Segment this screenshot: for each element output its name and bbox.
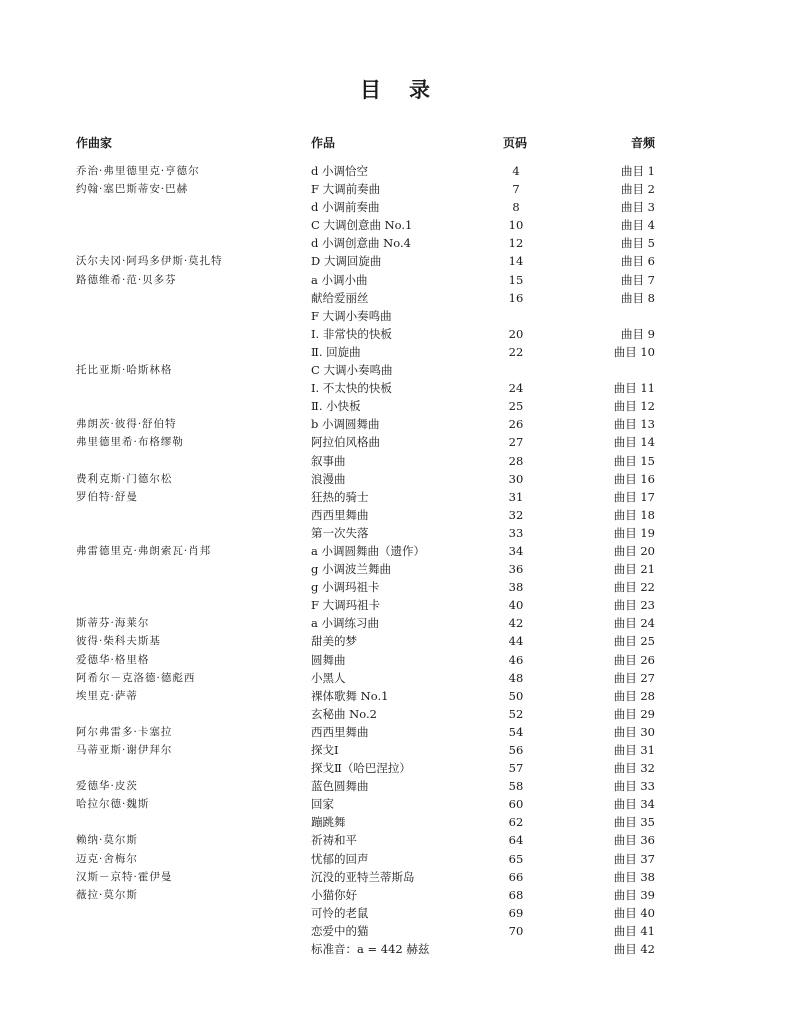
- work-cell: g 小调波兰舞曲: [311, 562, 392, 577]
- audio-track-cell: 曲目 6: [621, 254, 655, 269]
- work-cell: 第一次失落: [311, 525, 369, 540]
- composer-cell: 薇拉·莫尔斯: [76, 888, 138, 901]
- table-row: [0, 415, 790, 433]
- work-cell: 西西里舞曲: [311, 724, 369, 739]
- audio-track-cell: 曲目 21: [613, 562, 655, 577]
- work-cell: Ⅰ. 非常快的快板: [311, 326, 392, 341]
- composer-cell: 约翰·塞巴斯蒂安·巴赫: [76, 183, 189, 196]
- work-cell: F 大调前奏曲: [311, 182, 381, 197]
- audio-track-cell: 曲目 19: [613, 525, 655, 540]
- page-number-cell: 57: [508, 761, 524, 776]
- page-number-cell: 42: [508, 616, 524, 631]
- table-row: [0, 289, 790, 307]
- audio-track-cell: 曲目 2: [621, 182, 655, 197]
- audio-track-cell: 曲目 28: [613, 688, 655, 703]
- page-number-cell: 28: [508, 453, 524, 468]
- work-cell: 探戈Ⅱ（哈巴涅拉）: [311, 761, 411, 776]
- audio-track-cell: 曲目 30: [613, 724, 655, 739]
- table-row: [0, 307, 790, 325]
- composer-cell: 爱德华·格里格: [76, 653, 150, 666]
- audio-track-cell: 曲目 36: [613, 833, 655, 848]
- table-row: [0, 252, 790, 270]
- work-cell: 忧郁的回声: [311, 851, 369, 866]
- page-number-cell: 64: [508, 833, 524, 848]
- composer-cell: 爱德华·皮茨: [76, 780, 138, 793]
- table-row: [0, 578, 790, 596]
- work-cell: C 大调创意曲 No.1: [311, 218, 413, 233]
- work-cell: 裸体歌舞 No.1: [311, 688, 389, 703]
- audio-track-cell: 曲目 18: [613, 507, 655, 522]
- table-row: [0, 687, 790, 705]
- work-cell: 献给爱丽丝: [311, 290, 369, 305]
- audio-track-cell: 曲目 26: [613, 652, 655, 667]
- audio-track-cell: 曲目 8: [621, 290, 655, 305]
- page-number-cell: 31: [508, 489, 524, 504]
- work-cell: D 大调回旋曲: [311, 254, 382, 269]
- audio-track-cell: 曲目 25: [613, 634, 655, 649]
- composer-cell: 埃里克·萨蒂: [76, 689, 138, 702]
- work-cell: g 小调玛祖卡: [311, 580, 380, 595]
- column-header-audio: 音频: [630, 136, 655, 150]
- audio-track-cell: 曲目 14: [613, 435, 655, 450]
- audio-track-cell: 曲目 39: [613, 887, 655, 902]
- work-cell: 小黑人: [311, 670, 346, 685]
- audio-track-cell: 曲目 32: [613, 761, 655, 776]
- composer-cell: 弗雷德里克·弗朗索瓦·肖邦: [76, 544, 212, 557]
- page-title-char: 录: [409, 78, 430, 102]
- work-cell: 甜美的梦: [311, 634, 357, 649]
- work-cell: a 小调练习曲: [311, 616, 380, 631]
- audio-track-cell: 曲目 20: [613, 543, 655, 558]
- composer-cell: 赖纳·莫尔斯: [76, 834, 138, 847]
- audio-track-cell: 曲目 17: [613, 489, 655, 504]
- page-number-cell: 40: [508, 598, 524, 613]
- table-row: [0, 669, 790, 687]
- work-cell: 小猫你好: [311, 887, 357, 902]
- work-cell: 浪漫曲: [311, 471, 346, 486]
- page-number-cell: 44: [508, 634, 524, 649]
- composer-cell: 彼得·柴科夫斯基: [76, 635, 161, 648]
- page-number-cell: 58: [508, 779, 524, 794]
- composer-cell: 乔治·弗里德里克·亨德尔: [76, 165, 200, 177]
- page-number-cell: 24: [508, 381, 524, 396]
- page-number-cell: 60: [508, 797, 524, 812]
- table-row: [0, 452, 790, 470]
- composer-cell: 斯蒂芬·海莱尔: [76, 617, 150, 630]
- table-row: [0, 379, 790, 397]
- table-row: [0, 922, 790, 940]
- audio-track-cell: 曲目 31: [613, 743, 655, 757]
- composer-cell: 阿希尔－克洛德·德彪西: [76, 671, 196, 684]
- audio-track-cell: 曲目 10: [613, 344, 655, 359]
- table-row: [0, 632, 790, 650]
- table-row: [0, 759, 790, 777]
- table-row: [0, 506, 790, 524]
- audio-track-cell: 曲目 4: [621, 218, 655, 233]
- composer-cell: 迈克·舍梅尔: [76, 852, 138, 865]
- page-number-cell: 26: [508, 417, 524, 432]
- table-row: [0, 470, 790, 488]
- table-row: [0, 651, 790, 669]
- work-cell: 回家: [311, 797, 334, 812]
- table-row: [0, 325, 790, 343]
- work-cell: 狂热的骑士: [311, 489, 369, 504]
- work-cell: F 大调小奏鸣曲: [311, 308, 392, 323]
- page-number-cell: 4: [512, 164, 520, 178]
- audio-track-cell: 曲目 12: [613, 399, 655, 414]
- work-cell: 玄秘曲 No.2: [311, 706, 377, 721]
- audio-track-cell: 曲目 11: [613, 381, 655, 396]
- audio-track-cell: 曲目 24: [613, 616, 655, 631]
- table-row: [0, 180, 790, 198]
- table-row: [0, 886, 790, 904]
- page-number-cell: 46: [508, 652, 524, 667]
- page-title: [0, 74, 790, 104]
- work-cell: 西西里舞曲: [311, 507, 369, 522]
- page-number-cell: 14: [508, 254, 524, 269]
- table-row: [0, 397, 790, 415]
- page-number-cell: 62: [508, 815, 524, 830]
- work-cell: a 小调圆舞曲（遗作）: [311, 543, 426, 558]
- work-cell: 蹦跳舞: [311, 815, 346, 830]
- work-cell: d 小调创意曲 No.4: [311, 236, 411, 251]
- table-row: [0, 542, 790, 560]
- table-row: [0, 488, 790, 506]
- page-number-cell: 50: [508, 688, 524, 703]
- table-row: [0, 614, 790, 632]
- audio-track-cell: 曲目 42: [613, 942, 655, 957]
- page-number-cell: 70: [508, 923, 524, 938]
- work-cell: 祈祷和平: [311, 833, 357, 848]
- page-number-cell: 27: [508, 435, 524, 450]
- work-cell: 沉没的亚特兰蒂斯岛: [311, 869, 415, 884]
- composer-cell: 弗朗茨·彼得·舒伯特: [76, 418, 177, 431]
- table-row: [0, 343, 790, 361]
- table-row: [0, 162, 790, 180]
- table-row: [0, 831, 790, 849]
- table-row: [0, 596, 790, 614]
- page-number-cell: 68: [508, 887, 524, 902]
- page-number-cell: 10: [508, 218, 524, 233]
- audio-track-cell: 曲目 41: [613, 923, 655, 938]
- audio-track-cell: 曲目 38: [613, 869, 655, 884]
- table-row: [0, 723, 790, 741]
- table-row: [0, 234, 790, 252]
- audio-track-cell: 曲目 35: [613, 815, 655, 830]
- audio-track-cell: 曲目 13: [613, 417, 655, 432]
- composer-cell: 阿尔弗雷多·卡塞拉: [76, 725, 173, 738]
- page-number-cell: 8: [512, 200, 520, 215]
- work-cell: C 大调小奏鸣曲: [311, 363, 393, 378]
- column-header-composer: 作曲家: [76, 136, 113, 150]
- audio-track-cell: 曲目 9: [621, 326, 655, 341]
- page-number-cell: 22: [508, 344, 524, 359]
- audio-track-cell: 曲目 33: [613, 779, 655, 794]
- page-number-cell: 34: [508, 543, 524, 558]
- page-number-cell: 54: [508, 724, 524, 739]
- work-cell: F 大调玛祖卡: [311, 598, 381, 613]
- page-number-cell: 7: [512, 182, 520, 197]
- page-number-cell: 66: [508, 869, 524, 884]
- work-cell: 蓝色圆舞曲: [311, 779, 369, 794]
- page-number-cell: 33: [508, 525, 524, 540]
- table-row: [0, 361, 790, 379]
- audio-track-cell: 曲目 7: [621, 272, 655, 287]
- audio-track-cell: 曲目 29: [613, 706, 655, 721]
- table-row: [0, 560, 790, 578]
- work-cell: 叙事曲: [311, 453, 346, 468]
- page-number-cell: 48: [508, 670, 524, 685]
- audio-track-cell: 曲目 34: [613, 797, 655, 812]
- column-header-work: 作品: [311, 136, 336, 150]
- page-number-cell: 56: [508, 743, 524, 757]
- audio-track-cell: 曲目 37: [613, 851, 655, 866]
- work-cell: b 小调圆舞曲: [311, 417, 380, 432]
- composer-cell: 托比亚斯·哈斯林格: [76, 364, 173, 377]
- audio-track-cell: 曲目 5: [621, 236, 655, 251]
- page-number-cell: 52: [508, 706, 524, 721]
- work-cell: 标准音：a = 442 赫兹: [311, 942, 430, 957]
- table-row: [0, 198, 790, 216]
- composer-cell: 罗伯特·舒曼: [76, 490, 138, 503]
- composer-cell: 弗里德里希·布格缪勒: [76, 436, 184, 449]
- work-cell: 探戈Ⅰ: [311, 743, 339, 757]
- page-number-cell: 36: [508, 562, 524, 577]
- column-header-page: 页码: [503, 136, 528, 150]
- work-cell: d 小调恰空: [311, 164, 369, 178]
- composer-cell: 哈拉尔德·魏斯: [76, 798, 150, 811]
- table-row: [0, 741, 790, 759]
- audio-track-cell: 曲目 22: [613, 580, 655, 595]
- work-cell: 可怜的老鼠: [311, 905, 369, 920]
- table-row: [0, 524, 790, 542]
- page-number-cell: 65: [508, 851, 524, 866]
- audio-track-cell: 曲目 15: [613, 453, 655, 468]
- table-row: [0, 868, 790, 886]
- audio-track-cell: 曲目 27: [613, 670, 655, 685]
- table-row: [0, 271, 790, 289]
- table-row: [0, 433, 790, 451]
- work-cell: Ⅰ. 不太快的快板: [311, 381, 392, 396]
- composer-cell: 汉斯－京特·霍伊曼: [76, 870, 173, 883]
- audio-track-cell: 曲目 3: [621, 200, 655, 215]
- audio-track-cell: 曲目 1: [621, 164, 655, 178]
- page-number-cell: 32: [508, 507, 524, 522]
- work-cell: d 小调前奏曲: [311, 200, 380, 215]
- page-number-cell: 16: [508, 290, 524, 305]
- table-row: [0, 795, 790, 813]
- table-row: [0, 705, 790, 723]
- composer-cell: 沃尔夫冈·阿玛多伊斯·莫扎特: [76, 255, 223, 268]
- contents-table: [0, 162, 790, 958]
- page-number-cell: 38: [508, 580, 524, 595]
- work-cell: a 小调小曲: [311, 272, 368, 287]
- work-cell: Ⅱ. 回旋曲: [311, 344, 361, 359]
- work-cell: Ⅱ. 小快板: [311, 399, 361, 414]
- table-row: [0, 777, 790, 795]
- page-title-char: 目: [360, 78, 381, 102]
- page-number-cell: 15: [508, 272, 524, 287]
- audio-track-cell: 曲目 16: [613, 471, 655, 486]
- work-cell: 圆舞曲: [311, 652, 346, 667]
- table-row: [0, 216, 790, 234]
- table-row: [0, 940, 790, 958]
- composer-cell: 路德维希·范·贝多芬: [76, 273, 177, 286]
- page-number-cell: 25: [508, 399, 524, 414]
- audio-track-cell: 曲目 40: [613, 905, 655, 920]
- page-number-cell: 69: [508, 905, 524, 920]
- work-cell: 阿拉伯风格曲: [311, 435, 380, 450]
- work-cell: 恋爱中的猫: [311, 923, 369, 938]
- composer-cell: 费利克斯·门德尔松: [76, 472, 173, 485]
- page-number-cell: 30: [508, 471, 524, 486]
- page-number-cell: 12: [508, 236, 524, 251]
- table-row: [0, 850, 790, 868]
- table-row: [0, 813, 790, 831]
- composer-cell: 马蒂亚斯·谢伊拜尔: [76, 744, 173, 756]
- audio-track-cell: 曲目 23: [613, 598, 655, 613]
- page-number-cell: 20: [508, 326, 524, 341]
- table-row: [0, 904, 790, 922]
